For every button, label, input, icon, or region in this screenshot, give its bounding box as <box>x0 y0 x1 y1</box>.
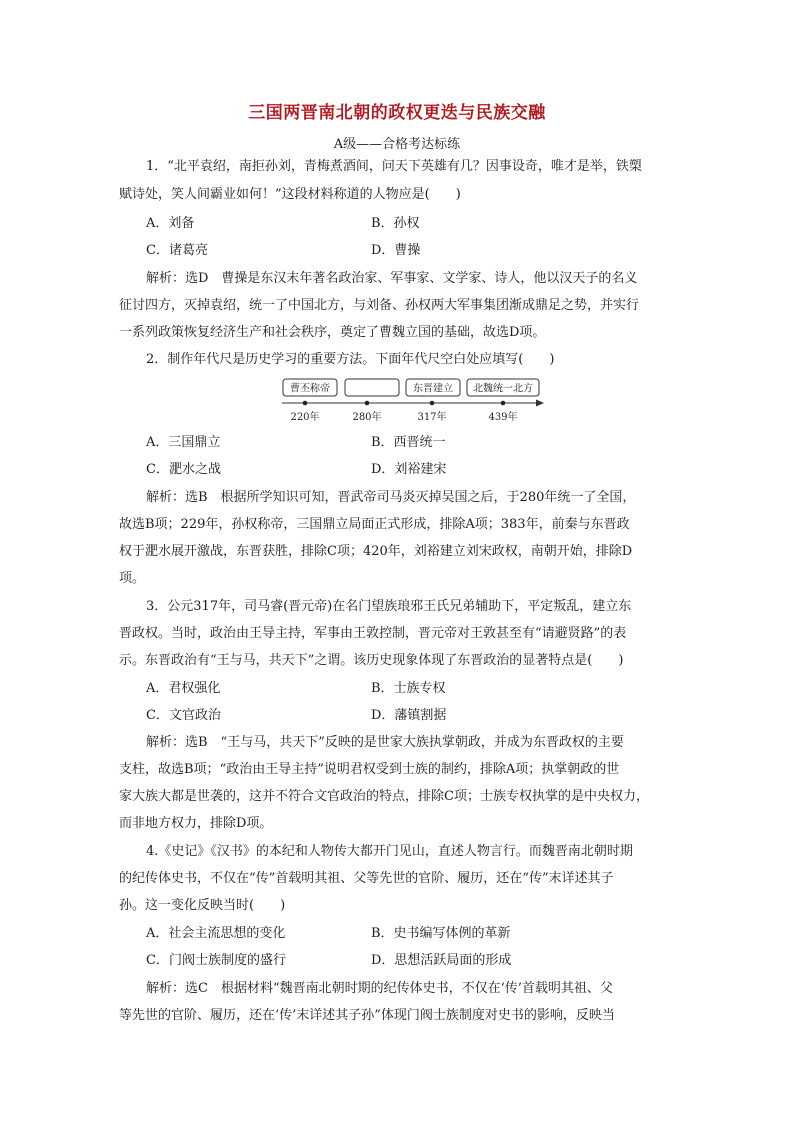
q1-option-c: C．诸葛亮 <box>146 243 208 258</box>
timeline-arrow-icon <box>536 400 544 407</box>
q1-option-b: B．孙权 <box>371 216 420 231</box>
q1-analysis-line: 征讨四方，灭掉袁绍，统一了中国北方，与刘备、孙权两大军事集团渐成鼎足之势，并实行 <box>119 298 640 313</box>
q3-stem-line: 晋政权。当时，政治由王导主持，军事由王敦控制，晋元帝对王敦甚至有“请避贤路”的表 <box>119 626 627 641</box>
q3-option-b: B．士族专权 <box>371 681 446 696</box>
q4-analysis-line: 等先世的官阶、履历，还在‘传’末详述其子孙”体现门阀士族制度对史书的影响，反映当 <box>119 1008 615 1023</box>
timeline-marker-2 <box>365 401 370 406</box>
timeline-event-4: 北魏统一北方 <box>473 383 533 395</box>
q2-option-b: B．西晋统一 <box>371 435 446 450</box>
q4-option-d: D．思想活跃局面的形成 <box>371 953 512 968</box>
timeline-marker-3 <box>430 401 435 406</box>
timeline-marker-1 <box>303 401 308 406</box>
q3-option-c: C．文官政治 <box>146 708 221 723</box>
q3-stem-line: 3．公元317年，司马睿(晋元帝)在名门望族琅邪王氏兄弟辅助下，平定叛乱，建立东 <box>146 599 632 614</box>
section-subtitle: A级——合格考达标练 <box>333 137 461 152</box>
timeline-marker-4 <box>501 401 506 406</box>
q3-analysis-line: 家大族大都是世袭的，这并不符合文官政治的特点，排除C项；士族专权执掌的是中央权力， <box>119 789 649 804</box>
q4-option-a: A．社会主流思想的变化 <box>146 926 286 941</box>
q4-stem-line: 的纪传体史书，不仅在“传”首载明其祖、父等先世的官阶、履历，还在“传”末详述其子 <box>119 871 614 886</box>
q4-option-b: B．史书编写体例的革新 <box>371 926 511 941</box>
q1-analysis-line: 一系列政策恢复经济生产和社会秩序，奠定了曹魏立国的基础，故选D项。 <box>119 325 546 340</box>
page-title: 三国两晋南北朝的政权更迭与民族交融 <box>248 103 546 123</box>
timeline-box-2 <box>345 379 399 396</box>
q1-stem-line: 赋诗处，笑人间霸业如何！”这段材料称道的人物应是( ) <box>119 187 461 202</box>
q2-stem-line: 2．制作年代尺是历史学习的重要方法。下面年代尺空白处应填写( ) <box>146 352 555 367</box>
q2-analysis-line: 故选B项；229年，孙权称帝，三国鼎立局面正式形成，排除A项；383年，前秦与东晋政 <box>119 517 630 532</box>
q2-option-a: A．三国鼎立 <box>146 435 221 450</box>
q4-analysis-line: 解析：选C 根据材料“魏晋南北朝时期的纪传体史书，不仅在‘传’首载明其祖、父 <box>146 981 613 996</box>
q4-stem-line: 孙。这一变化反映当时( ) <box>119 898 286 913</box>
q1-option-a: A．刘备 <box>146 216 195 231</box>
timeline-year-1: 220年 <box>290 412 320 423</box>
q3-analysis-line: 解析：选B “王与马，共天下”反映的是世家大族执掌朝政，并成为东晋政权的主要 <box>146 735 624 750</box>
q3-option-a: A．君权强化 <box>146 681 221 696</box>
q3-stem-line: 示。东晋政治有“王与马，共天下”之谓。该历史现象体现了东晋政治的显著特点是( ) <box>119 653 624 668</box>
q2-analysis-line: 项。 <box>119 571 146 586</box>
timeline-event-1: 曹丕称帝 <box>290 383 330 395</box>
q3-option-d: D．藩镇割据 <box>371 708 447 723</box>
timeline-event-3: 东晋建立 <box>413 383 453 395</box>
q1-analysis-line: 解析：选D 曹操是东汉末年著名政治家、军事家、文学家、诗人，他以汉天子的名义 <box>146 271 638 286</box>
timeline-year-3: 317年 <box>417 412 447 423</box>
timeline-year-2: 280年 <box>352 412 382 423</box>
q2-option-c: C．淝水之战 <box>146 462 221 477</box>
timeline-year-4: 439年 <box>488 412 518 423</box>
q2-analysis-line: 解析：选B 根据所学知识可知，晋武帝司马炎灭掉吴国之后，于280年统一了全国， <box>146 490 636 505</box>
q2-analysis-line: 权于淝水展开激战，东晋获胜，排除C项；420年，刘裕建立刘宋政权，南朝开始，排除D <box>119 544 633 559</box>
q1-stem-line: 1．“北平袁绍，南拒孙刘，青梅煮酒间，问天下英雄有几？因事设奇，唯才是举，铁槊 <box>146 159 642 174</box>
q1-option-d: D．曹操 <box>371 243 421 258</box>
q3-analysis-line: 支柱，故选B项；“政治由王导主持”说明君权受到士族的制约，排除A项；执掌朝政的世 <box>119 762 620 777</box>
q4-option-c: C．门阀士族制度的盛行 <box>146 953 286 968</box>
q3-analysis-line: 而非地方权力，排除D项。 <box>119 816 273 831</box>
timeline-diagram <box>282 374 544 426</box>
q4-stem-line: 4.《史记》《汉书》的本纪和人物传大都开门见山，直述人物言行。而魏晋南北朝时期 <box>146 844 633 859</box>
q2-option-d: D．刘裕建宋 <box>371 462 447 477</box>
